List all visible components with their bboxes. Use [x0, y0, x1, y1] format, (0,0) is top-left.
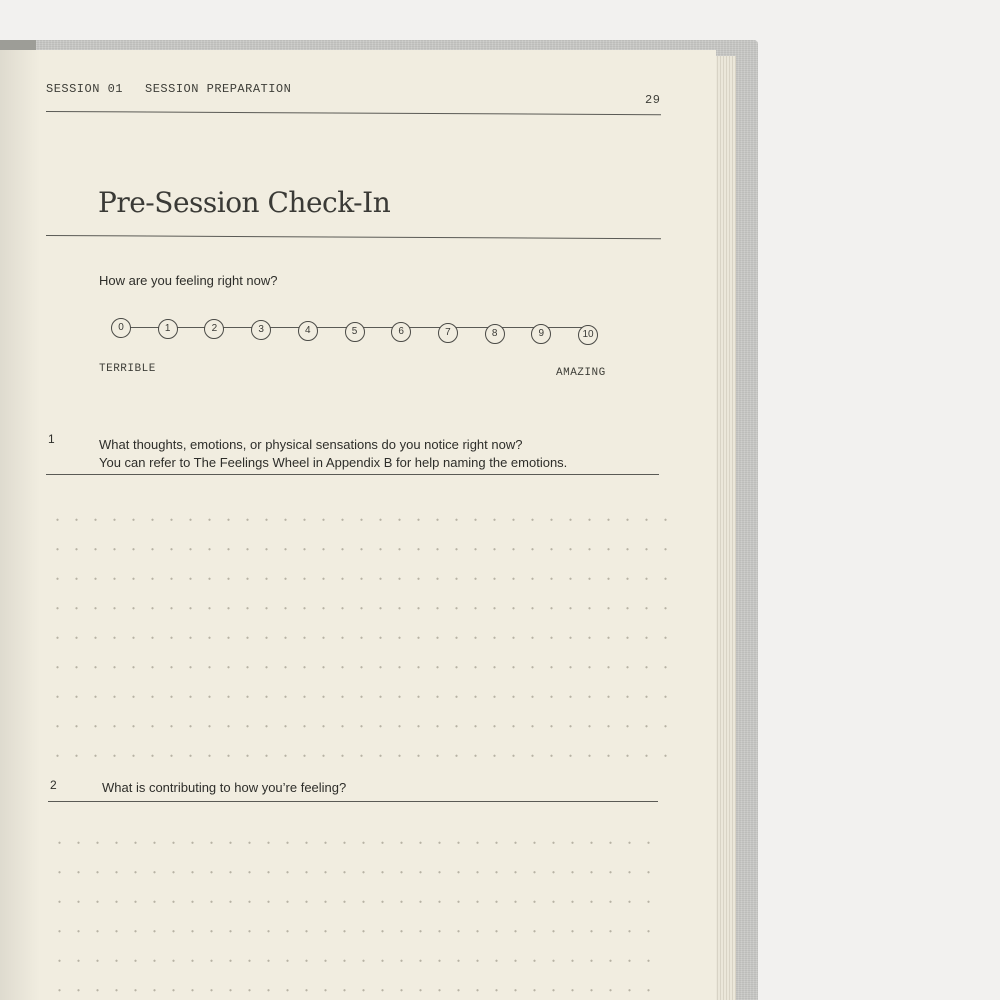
mood-option-10[interactable]: 10	[578, 325, 598, 345]
question-1-answer-area[interactable]	[48, 505, 668, 765]
question-1-number: 1	[48, 432, 55, 446]
mood-option-4[interactable]: 4	[298, 321, 318, 341]
mood-option-6[interactable]: 6	[391, 322, 411, 342]
mood-option-1[interactable]: 1	[158, 319, 178, 339]
section-label: SESSION PREPARATION	[145, 82, 292, 96]
question-2-number: 2	[50, 778, 57, 792]
page-title: Pre-Session Check-In	[98, 186, 391, 219]
page-number: 29	[645, 93, 661, 107]
question-1-line-2: You can refer to The Feelings Wheel in Appendix B for help naming the emotions.	[99, 455, 568, 470]
mood-option-2[interactable]: 2	[204, 319, 224, 339]
mood-option-8[interactable]: 8	[485, 324, 505, 344]
mood-option-9[interactable]: 9	[531, 324, 551, 344]
mood-question: How are you feeling right now?	[99, 273, 278, 288]
question-1-prompt	[99, 436, 567, 472]
question-1-rule	[46, 474, 659, 475]
question-2-prompt: What is contributing to how you’re feeling?	[102, 780, 347, 795]
session-label: SESSION 01	[46, 82, 124, 96]
question-2-answer-area[interactable]	[50, 828, 665, 1000]
mood-option-3[interactable]: 3	[251, 320, 271, 340]
running-header	[46, 82, 291, 96]
mood-option-0[interactable]: 0	[111, 318, 131, 338]
mood-option-7[interactable]: 7	[438, 323, 458, 343]
mood-option-5[interactable]: 5	[345, 322, 365, 342]
question-1-line-1: What thoughts, emotions, or physical sensations do you notice right now?	[99, 437, 523, 452]
scale-high-label: AMAZING	[556, 367, 606, 379]
question-2-rule	[48, 801, 658, 802]
scale-low-label: TERRIBLE	[99, 363, 156, 375]
